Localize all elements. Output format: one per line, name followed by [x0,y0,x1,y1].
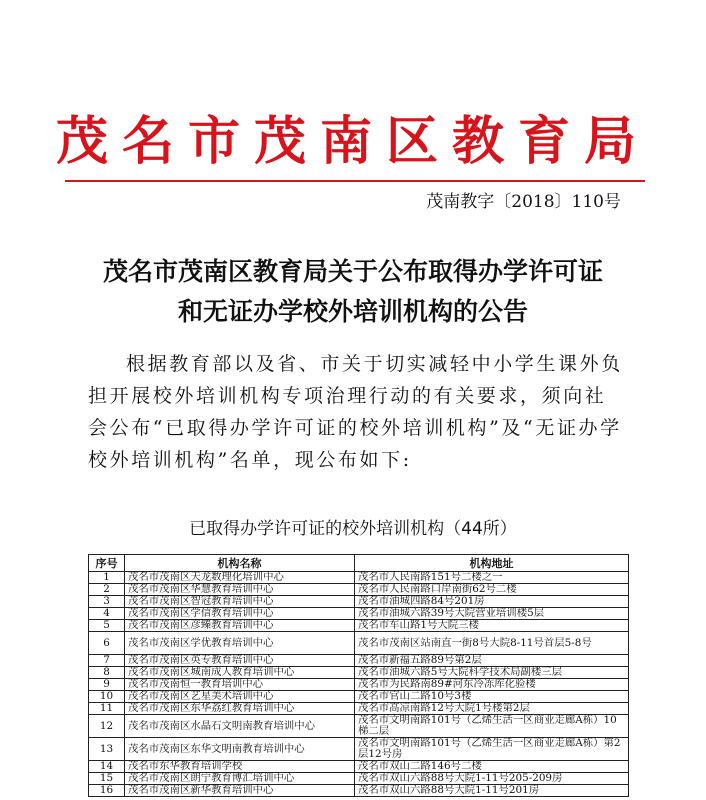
row-number-cell: 13 [89,738,125,761]
institution-name-cell: 茂名市茂南恒一教育培训中心 [125,679,355,691]
column-header-number: 序号 [89,555,125,572]
table-row [89,785,629,797]
notice-body: 根据教育部以及省、市关于切实减轻中小学生课外负担开展校外培训机构专项治理行动的有关要求，须向社会公布“已取得办学许可证的校外培训机构”及“无证办学校外培训机构”名单，现公布如下: [88,353,623,471]
row-number-cell: 5 [89,620,125,632]
institution-name-cell: 茂名市茂南区朗宁教育博汇培训中心 [125,773,355,785]
institution-name-cell: 茂名市茂南区东华文明南教育培训中心 [125,738,355,761]
institution-table [88,554,629,797]
table-row [89,608,629,620]
institution-address-cell: 茂名市车山路1号大院三楼 [355,620,629,632]
institution-name-cell: 茂名市茂南区英专教育培训中心 [125,655,355,667]
row-number-cell: 16 [89,785,125,797]
institution-name-cell: 茂名市茂南区东华荔红教育培训中心 [125,703,355,715]
row-number-cell: 8 [89,667,125,679]
table-header-row [89,555,629,572]
table-row [89,761,629,773]
row-number-cell: 15 [89,773,125,785]
row-number-cell: 10 [89,691,125,703]
institution-address-cell: 茂名市人民南路口岸南街62号二楼 [355,584,629,596]
institution-name-cell: 茂名市茂南区学信教育培训中心 [125,608,355,620]
notice-title [0,252,706,332]
table-row [89,738,629,761]
institution-name-cell: 茂名市东华教育培训学校 [125,761,355,773]
table-row [89,584,629,596]
institution-address-cell: 茂名市人民南路151号二楼之一 [355,572,629,584]
table-row [89,773,629,785]
institution-name-cell: 茂名市茂南区城南成人教育培训中心 [125,667,355,679]
notice-title-line-2: 和无证办学校外培训机构的公告 [177,297,528,326]
table-row [89,715,629,738]
row-number-cell: 1 [89,572,125,584]
institution-name-cell: 茂名市茂南区智冠教育培训中心 [125,596,355,608]
issuer-title: 茂名市茂南区教育局 [55,111,650,172]
table-row [89,596,629,608]
institution-address-cell: 茂名市高凉南路12号大院1号楼第2层 [355,703,629,715]
table-row [89,679,629,691]
institution-name-cell: 茂名市茂南区华慧教育培训中心 [125,584,355,596]
institution-name-cell: 茂名市茂南区艺星美术培训中心 [125,691,355,703]
institution-address-cell: 茂名市官山二路10号3楼 [355,691,629,703]
row-number-cell: 2 [89,584,125,596]
table-heading: 已取得办学许可证的校外培训机构（44所） [189,519,517,539]
table-row [89,667,629,679]
row-number-cell: 6 [89,632,125,655]
institution-name-cell: 茂名市茂南区新华教育培训中心 [125,785,355,797]
institution-name-cell: 茂名市茂南区学优教育培训中心 [125,632,355,655]
table-row [89,655,629,667]
table-row [89,632,629,655]
row-number-cell: 11 [89,703,125,715]
table-row [89,703,629,715]
institution-address-cell: 茂名市茂南区站南直一街8号大院8-11号首层5-8号 [355,632,629,655]
institution-address-cell: 茂名市文明南路101号（乙烯生活一区商业走廊A栋）第2层12号房 [355,738,629,761]
row-number-cell: 4 [89,608,125,620]
column-header-address: 机构地址 [355,555,629,572]
row-number-cell: 14 [89,761,125,773]
institution-address-cell: 茂名市文明南路101号（乙烯生活一区商业走廊A栋）10梯二层 [355,715,629,738]
institution-name-cell: 茂名市茂南区彦臻教育培训中心 [125,620,355,632]
institution-name-cell: 茂名市茂南区水晶石文明南教育培训中心 [125,715,355,738]
institution-address-cell: 茂名市为民路南89#河东冷冻库化验楼 [355,679,629,691]
document-number: 茂南教字〔2018〕110号 [426,192,621,212]
row-number-cell: 7 [89,655,125,667]
red-divider [65,180,645,182]
institution-address-cell: 茂名市双山二路146号二楼 [355,761,629,773]
institution-address-cell: 茂名市油城四路84号201房 [355,596,629,608]
row-number-cell: 12 [89,715,125,738]
row-number-cell: 3 [89,596,125,608]
notice-title-line-1: 茂名市茂南区教育局关于公布取得办学许可证 [102,257,603,286]
row-number-cell: 9 [89,679,125,691]
institution-name-cell: 茂名市茂南区天龙数理化培训中心 [125,572,355,584]
table-row [89,620,629,632]
table-row [89,691,629,703]
table-row [89,572,629,584]
column-header-name: 机构名称 [125,555,355,572]
institution-address-cell: 茂名市油城六路5号大院科学技术局副楼三层 [355,667,629,679]
institution-address-cell: 茂名市双山六路88号大院1-11号201房 [355,785,629,797]
institution-address-cell: 茂名市油城六路39号大院营业培训楼5层 [355,608,629,620]
institution-address-cell: 茂名市双山六路88号大院1-11号205-209房 [355,773,629,785]
institution-address-cell: 茂名市新福五路89号第2层 [355,655,629,667]
